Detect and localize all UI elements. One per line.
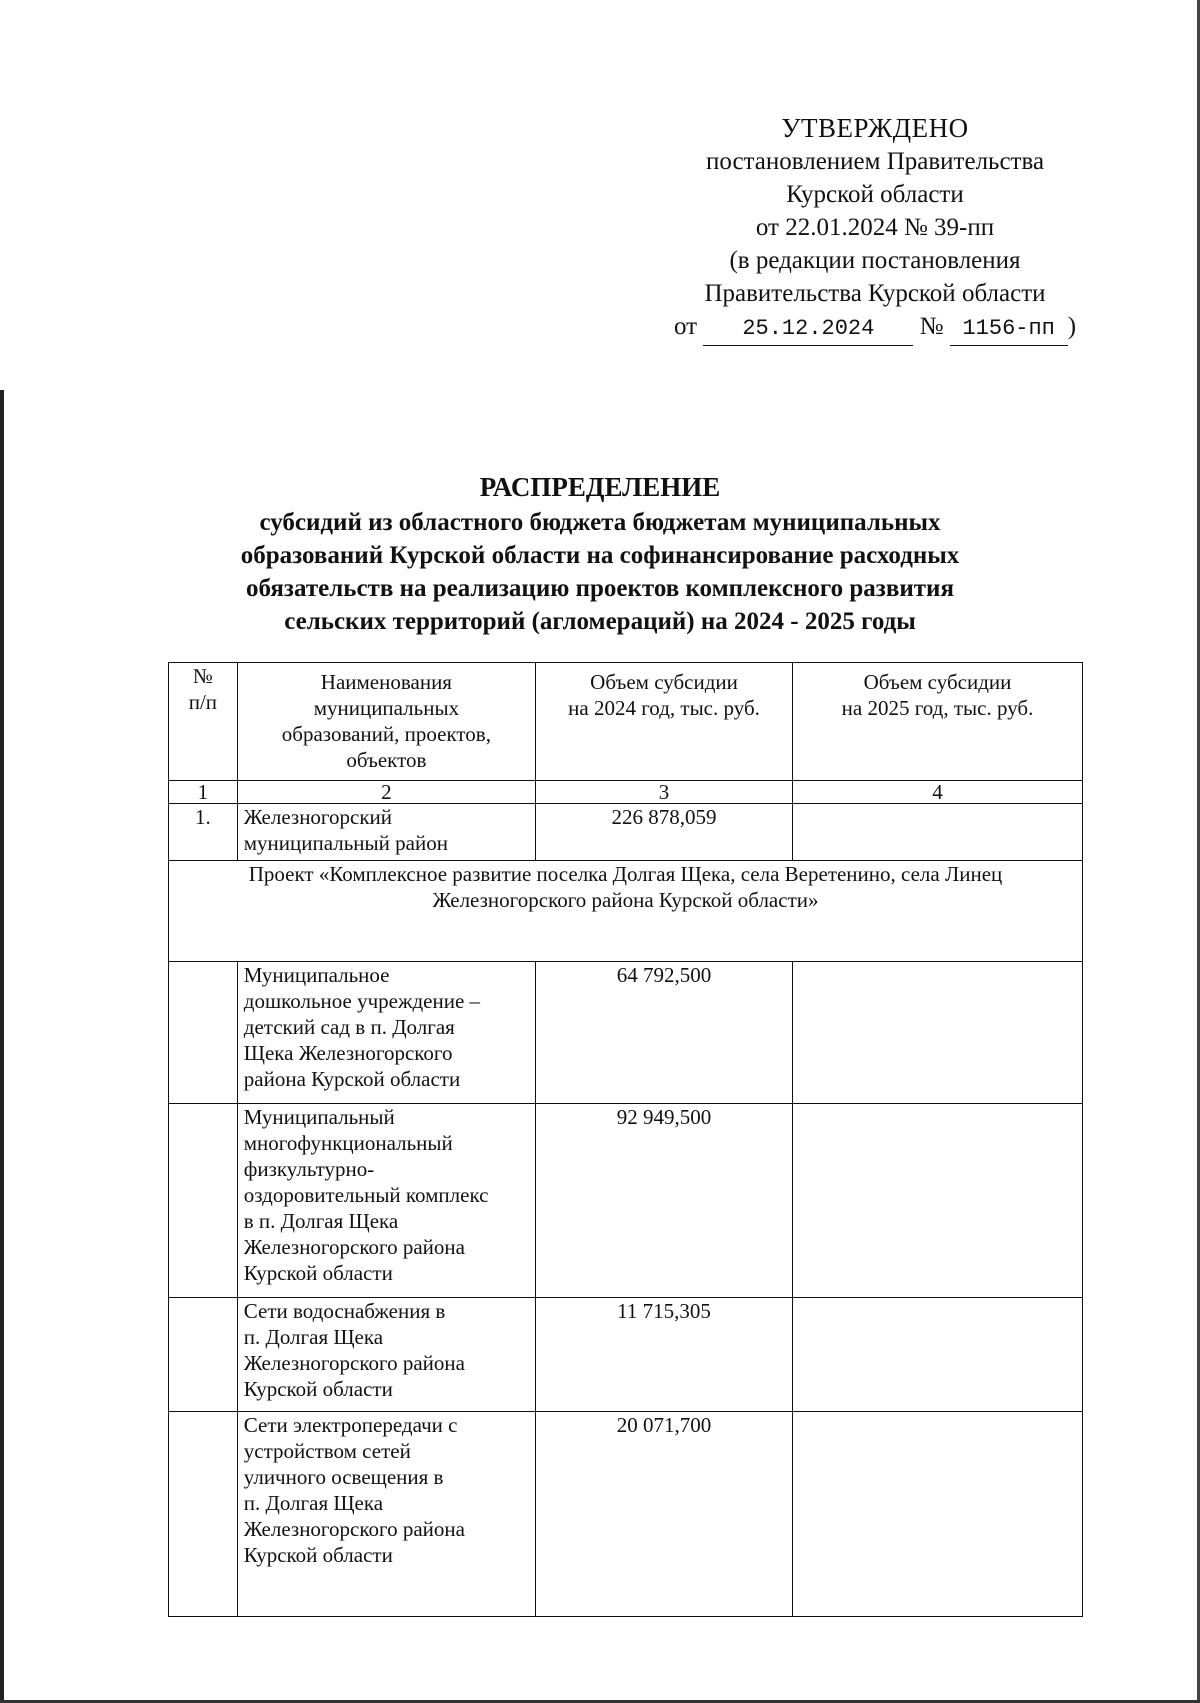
project-name-line: Проект «Комплексное развитие поселка Долгая Щека, села Веретенино, села Линец [248, 862, 1003, 886]
header-vol2025-line: Объем субсидии [863, 670, 1012, 694]
object-volume-2024: 92 949,500 [536, 1104, 793, 1298]
object-name-line: Сети водоснабжения в [243, 1299, 446, 1323]
object-name-line: физкультурно- [243, 1157, 375, 1181]
header-volume-2024 [536, 663, 793, 781]
subtitle-line: образований Курской области на софинансирование расходных [240, 542, 960, 569]
object-name-line: Курской области [243, 1377, 393, 1401]
amendment-date: 25.12.2024 [703, 312, 913, 346]
district-name-line: муниципальный район [243, 831, 448, 855]
object-name-line: Муниципальный [243, 1105, 395, 1129]
scan-edge-left [0, 390, 4, 1703]
object-volume-2024: 64 792,500 [536, 962, 793, 1104]
object-name-line: Железногорского района [243, 1235, 465, 1259]
document-title [150, 470, 1050, 638]
object-name [237, 1104, 535, 1298]
approval-line-5: Правительства Курской области [704, 280, 1046, 307]
object-name [237, 1412, 535, 1617]
project-name-line: Железногорского района Курской области» [432, 888, 819, 912]
object-volume-2024: 20 071,700 [536, 1412, 793, 1617]
object-volume-2025 [793, 1412, 1083, 1617]
object-volume-2025 [793, 1104, 1083, 1298]
from-prefix: от [673, 313, 698, 340]
object-name-line: п. Долгая Щека [243, 1491, 384, 1515]
district-num: 1. [169, 804, 238, 861]
object-name-line: оздоровительный комплекс [243, 1183, 489, 1207]
approved-stamp: УТВЕРЖДЕНО [781, 113, 969, 143]
header-name-line: муниципальных [313, 696, 460, 720]
district-name-line: Железногорский [243, 805, 393, 829]
approval-line-1: постановлением Правительства [705, 148, 1045, 175]
object-num [169, 962, 238, 1104]
object-num [169, 1298, 238, 1412]
object-name-line: уличного освещения в [243, 1465, 444, 1489]
object-name-line: Щека Железногорского [243, 1041, 453, 1065]
approval-line-3: от 22.01.2024 № 39-пп [755, 214, 995, 241]
object-name-line: района Курской области [243, 1067, 461, 1091]
header-num-line: п/п [188, 690, 218, 714]
table-row [169, 1104, 1083, 1298]
header-name [237, 663, 535, 781]
amendment-line [640, 310, 1110, 346]
distribution-table [168, 662, 1083, 1617]
object-num [169, 1104, 238, 1298]
object-volume-2025 [793, 962, 1083, 1104]
subtitle-line: обязательств на реализацию проектов комплексного развития [246, 575, 954, 602]
object-name-line: п. Долгая Щека [243, 1325, 384, 1349]
title-subtitle [150, 506, 1050, 638]
approval-line-4: (в редакции постановления [729, 247, 1021, 274]
district-row [169, 804, 1083, 861]
title-main: РАСПРЕДЕЛЕНИЕ [479, 472, 721, 502]
object-volume-2025 [793, 1298, 1083, 1412]
column-number: 1 [169, 781, 238, 804]
header-name-line: образований, проектов, [281, 722, 491, 746]
object-name-line: дошкольное учреждение – [243, 989, 481, 1013]
table-row [169, 962, 1083, 1104]
district-name [237, 804, 535, 861]
object-num [169, 1412, 238, 1617]
amendment-number: 1156-пп [950, 312, 1068, 346]
header-vol2024-line: Объем субсидии [590, 670, 738, 694]
column-number: 3 [536, 781, 793, 804]
subtitle-line: сельских территорий (агломераций) на 2024 - 2025 годы [284, 608, 916, 635]
header-vol2025-line: на 2025 год, тыс. руб. [841, 696, 1034, 720]
column-number: 2 [237, 781, 535, 804]
header-name-line: объектов [346, 748, 427, 772]
header-name-line: Наименования [320, 670, 452, 694]
object-name [237, 962, 535, 1104]
table-row [169, 1412, 1083, 1617]
object-name-line: детский сад в п. Долгая [243, 1015, 455, 1039]
approval-block [640, 112, 1110, 346]
column-number-row [169, 781, 1083, 804]
object-name-line: устройством сетей [243, 1439, 411, 1463]
object-name-line: многофункциональный [243, 1131, 453, 1155]
project-row [169, 861, 1083, 962]
number-prefix: № [919, 313, 944, 340]
object-name-line: Курской области [243, 1261, 393, 1285]
object-name [237, 1298, 535, 1412]
header-vol2024-line: на 2024 год, тыс. руб. [568, 696, 760, 720]
object-name-line: Муниципальное [243, 963, 390, 987]
closing-paren: ) [1067, 313, 1077, 340]
subtitle-line: субсидий из областного бюджета бюджетам муниципальных [259, 509, 941, 536]
district-volume-2025 [793, 804, 1083, 861]
object-name-line: Сети электропередачи с [243, 1413, 458, 1437]
header-num-line: № [192, 664, 213, 688]
approval-line-2: Курской области [786, 181, 964, 208]
object-volume-2024: 11 715,305 [536, 1298, 793, 1412]
object-name-line: Курской области [243, 1543, 393, 1567]
project-name [169, 861, 1083, 962]
table-row [169, 1298, 1083, 1412]
column-number: 4 [793, 781, 1083, 804]
header-volume-2025 [793, 663, 1083, 781]
object-name-line: Железногорского района [243, 1351, 465, 1375]
district-volume-2024: 226 878,059 [536, 804, 793, 861]
object-name-line: в п. Долгая Щека [243, 1209, 399, 1233]
object-name-line: Железногорского района [243, 1517, 465, 1541]
header-num [169, 663, 238, 781]
header-row [169, 663, 1083, 781]
